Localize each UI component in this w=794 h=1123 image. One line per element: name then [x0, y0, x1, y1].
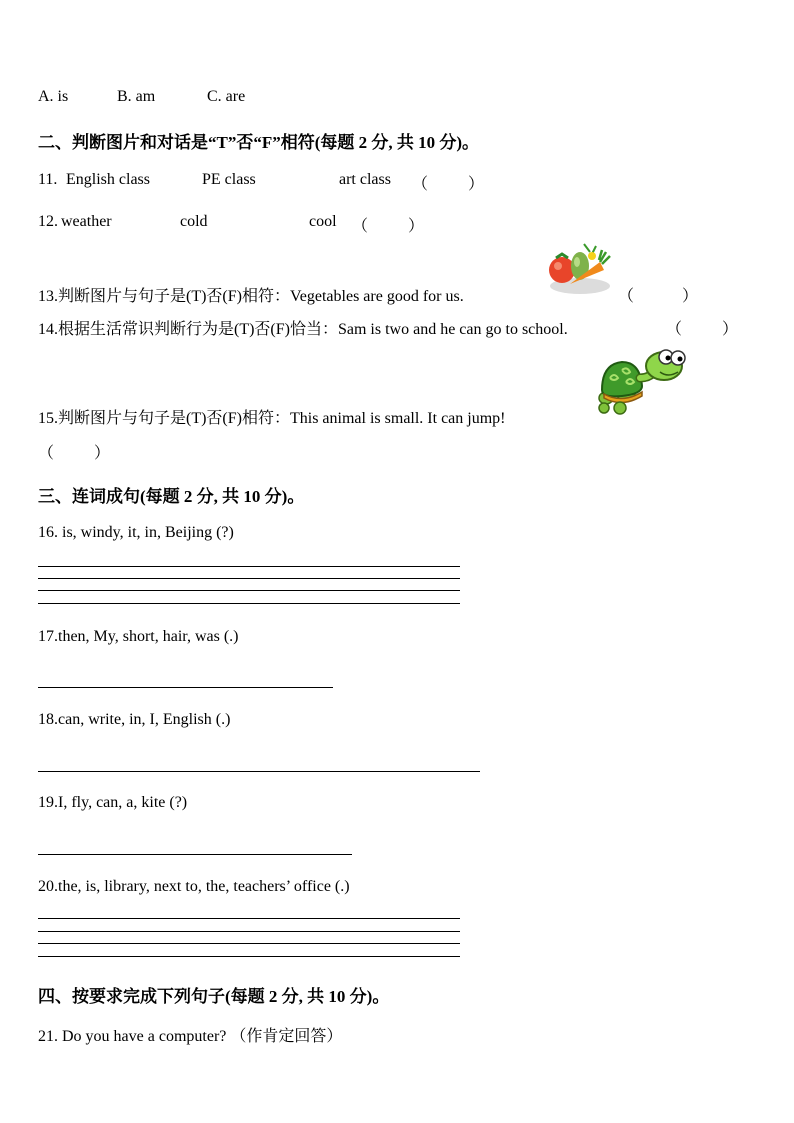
q16-text: 16. is, windy, it, in, Beijing (?) [38, 524, 234, 541]
q16-answer-line-2[interactable] [38, 578, 460, 579]
q15-answer-paren[interactable]: （ ） [38, 445, 111, 462]
section-2-title: 二、判断图片和对话是“T”否“F”相符(每题 2 分, 共 10 分)。 [38, 133, 480, 152]
q13-answer-paren[interactable]: （ ） [618, 288, 699, 305]
q14-text: 14.根据生活常识判断行为是(T)否(F)恰当：Sam is two and he can go to school. [38, 321, 568, 338]
option-c: C. are [207, 88, 246, 105]
section-3-title: 三、连词成句(每题 2 分, 共 10 分)。 [38, 487, 305, 506]
q18-answer-line[interactable] [38, 771, 480, 772]
q12-number: 12. [38, 213, 58, 230]
option-b: B. am [117, 88, 156, 105]
q21-text: 21. Do you have a computer? （作肯定回答） [38, 1028, 343, 1045]
q11-word-2: PE class [202, 171, 256, 188]
q16-answer-line-4[interactable] [38, 603, 460, 604]
turtle-icon [596, 348, 690, 420]
q13-text: 13.判断图片与句子是(T)否(F)相符：Vegetables are good for us. [38, 288, 464, 305]
q12-answer-paren[interactable]: （ ） [352, 218, 425, 235]
q12-word-1: weather [61, 213, 112, 230]
q20-answer-line-2[interactable] [38, 931, 460, 932]
q11-number: 11. [38, 171, 58, 188]
option-a: A. is [38, 88, 69, 105]
q17-text: 17.then, My, short, hair, was (.) [38, 628, 239, 645]
section-4-title: 四、按要求完成下列句子(每题 2 分, 共 10 分)。 [38, 987, 390, 1006]
q17-answer-line[interactable] [38, 687, 333, 688]
q20-answer-line-3[interactable] [38, 943, 460, 944]
q19-text: 19.I, fly, can, a, kite (?) [38, 794, 188, 811]
q20-text: 20.the, is, library, next to, the, teachers’ office (.) [38, 878, 350, 895]
q14-answer-paren[interactable]: （ ） [666, 321, 739, 338]
q20-answer-line-4[interactable] [38, 956, 460, 957]
q16-answer-line-1[interactable] [38, 566, 460, 567]
q20-answer-line-1[interactable] [38, 918, 460, 919]
vegetables-icon [544, 242, 614, 298]
q16-answer-line-3[interactable] [38, 590, 460, 591]
q12-word-3: cool [309, 213, 337, 230]
q19-answer-line[interactable] [38, 854, 352, 855]
q11-word-1: English class [66, 171, 150, 188]
q12-word-2: cold [180, 213, 208, 230]
q18-text: 18.can, write, in, I, English (.) [38, 711, 231, 728]
q11-word-3: art class [339, 171, 391, 188]
q15-text: 15.判断图片与句子是(T)否(F)相符：This animal is small. It can jump! [38, 410, 506, 427]
q11-answer-paren[interactable]: （ ） [412, 176, 485, 193]
